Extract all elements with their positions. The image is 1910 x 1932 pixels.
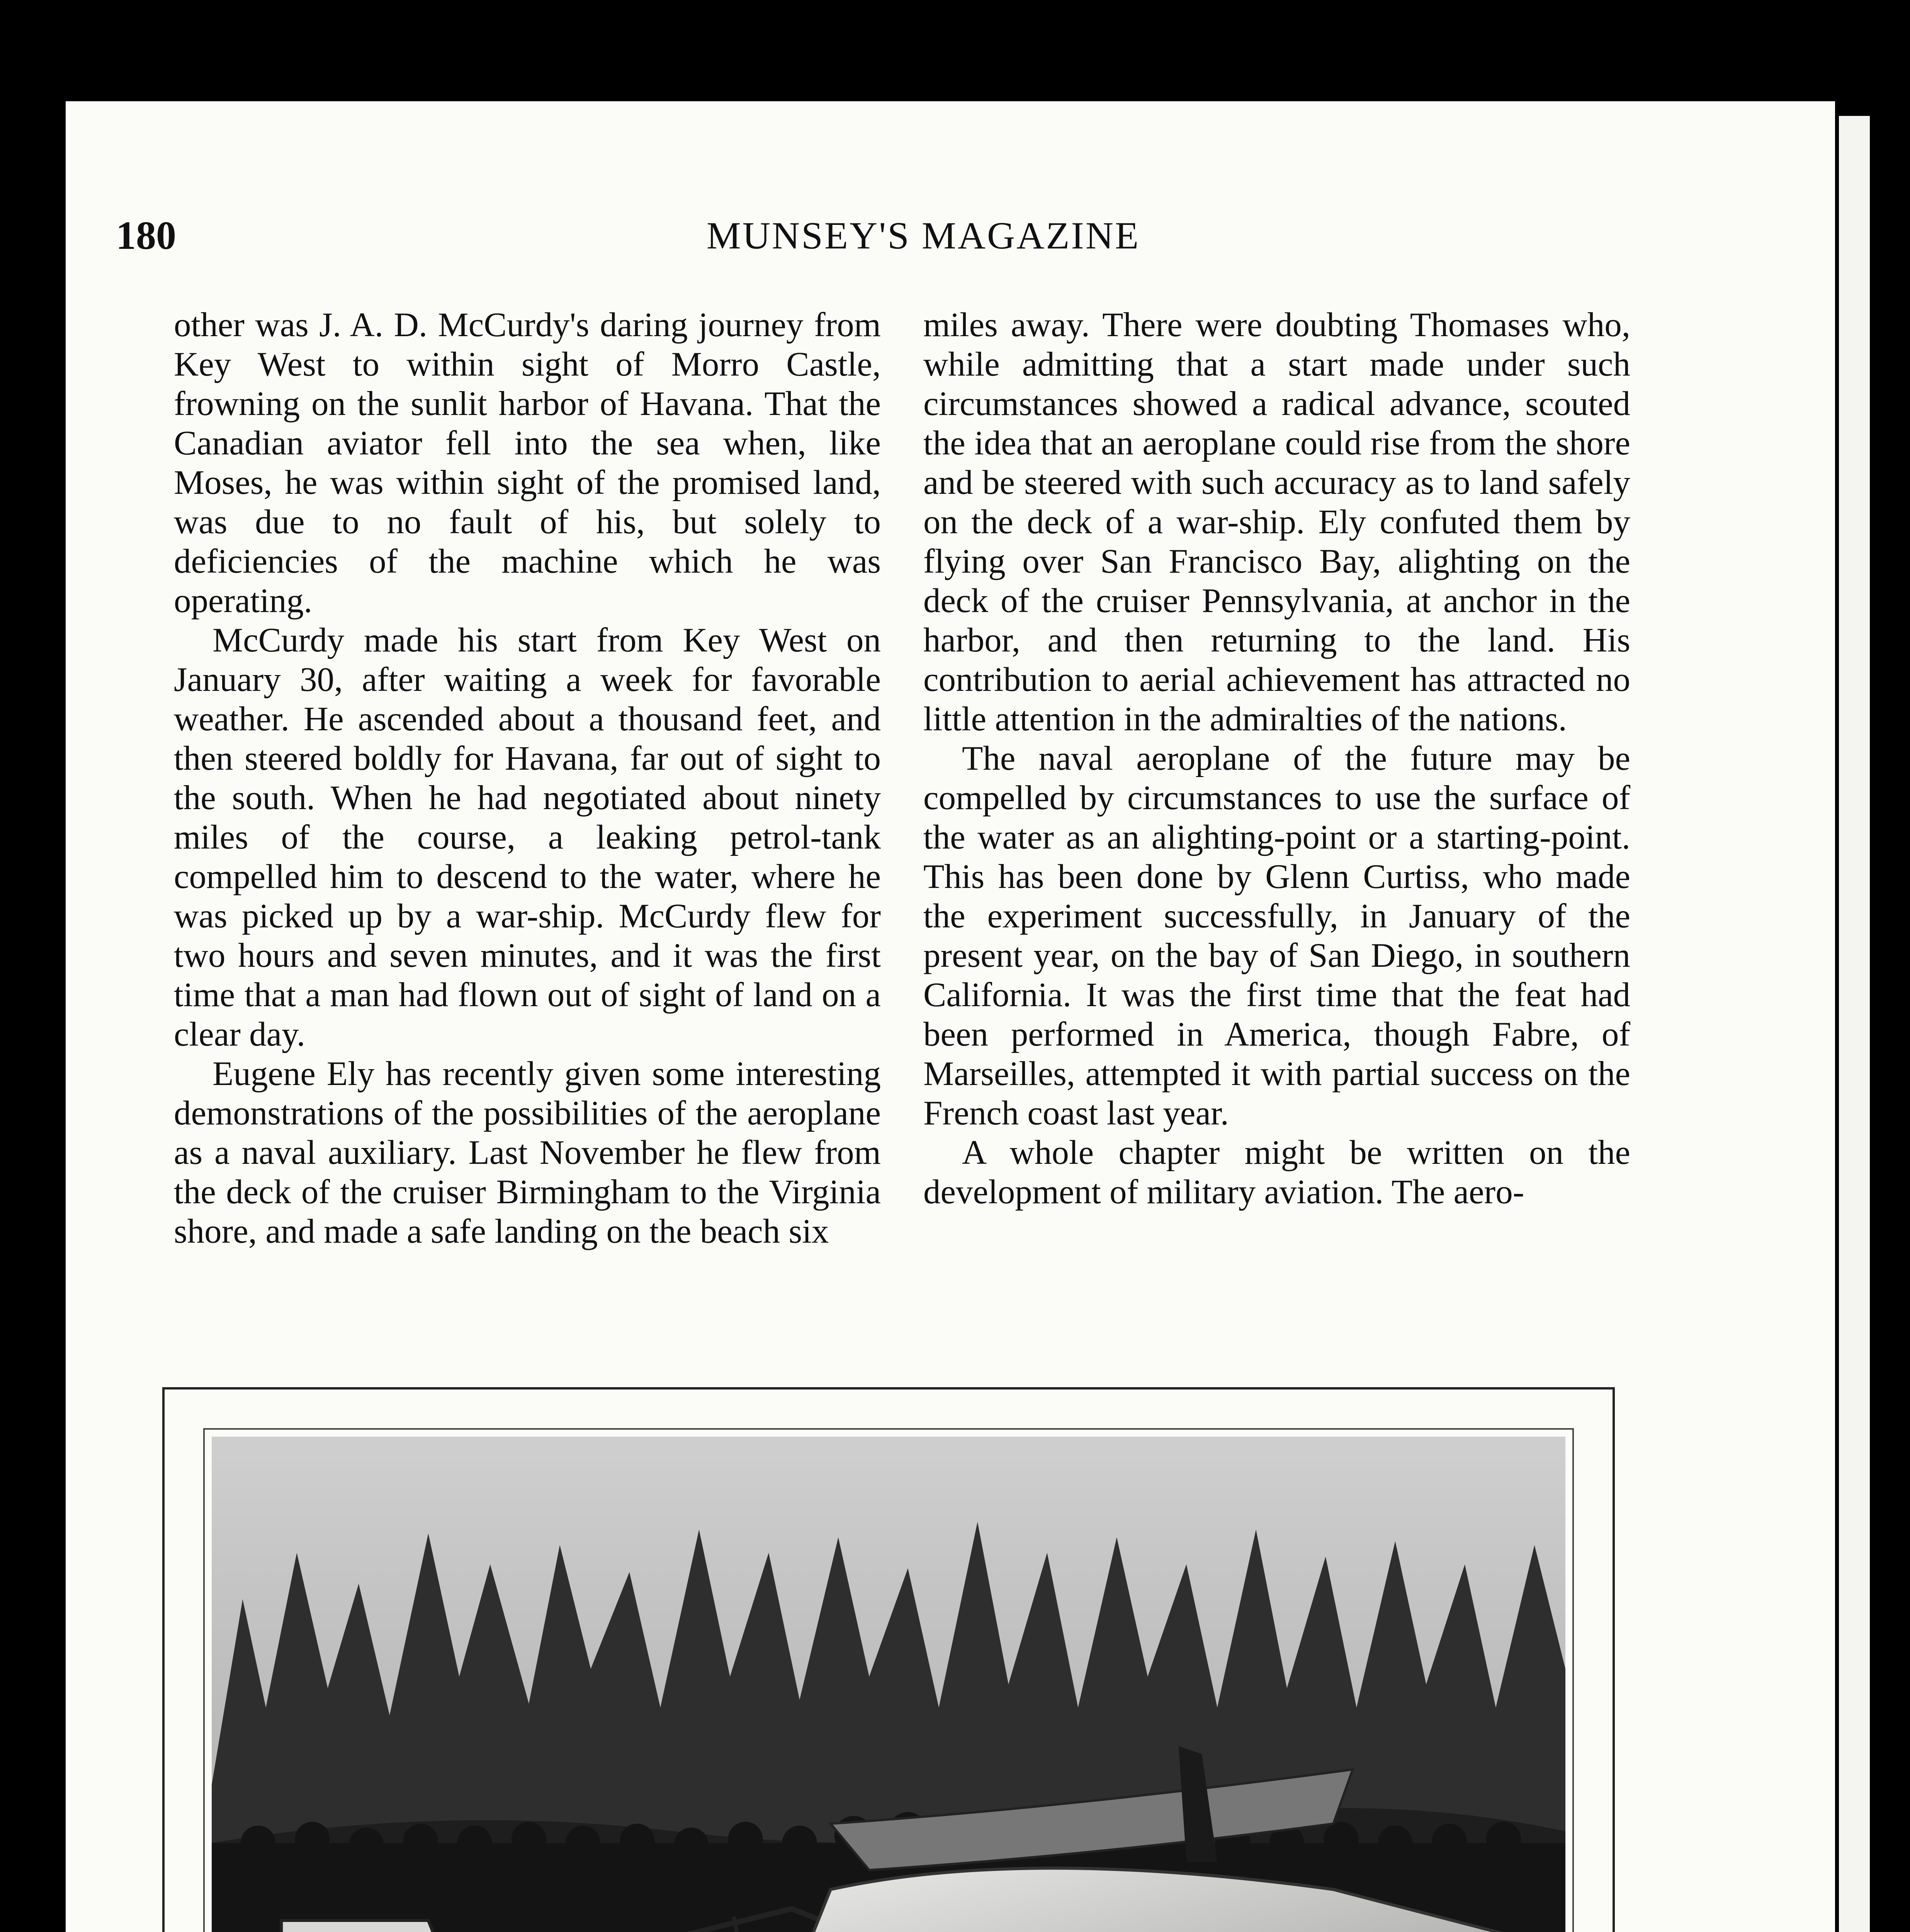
paragraph: other was J. A. D. McCurdy's daring journey from Key West to within sight of Morro Castle, frowning on the sunlit harbor of Havana. That the Canadian aviator fell into the sea when, like Moses, he was within sight of the promised land, was due to no fault of his, but solely to deficiencies of the machine which he was operating. bbox=[174, 306, 881, 620]
aeroplane-wreck-photo bbox=[212, 1437, 1565, 1932]
paragraph: A whole chapter might be written on the development of military aviation. The aero- bbox=[923, 1134, 1630, 1211]
adjacent-page-edge bbox=[1839, 116, 1870, 1932]
page-header bbox=[116, 211, 1731, 261]
paragraph: The naval aeroplane of the future may be compelled by circumstances to use the surface of the water as an alighting-point or a starting-point. This has been done by Glenn Curtiss, who made the experiment successfully, in January of the present year, on the bay of San Diego, in southern California. It was the first time that the feat had been performed in America, though Fabre, of Marseilles, attempted it with partial success on the French coast last year. bbox=[923, 740, 1630, 1132]
paragraph: miles away. There were doubting Thomases who, while admitting that a start made under such circumstances showed a radical advance, scouted the idea that an aeroplane could rise from the shore and be steered with such accuracy as to land safely on the deck of a war-ship. Ely confuted them by flying over San Francisco Bay, alighting on the deck of the cruiser Pennsylvania, at anchor in the harbor, and then returning to the land. His contribution to aerial achievement has attracted no little attention in the admiralties of the nations. bbox=[923, 306, 1630, 738]
running-title: MUNSEY'S MAGAZINE bbox=[706, 214, 1140, 257]
paragraph: Eugene Ely has recently given some interesting demonstrations of the possibilities of the aeroplane as a naval auxiliary. Last November he flew from the deck of the cruiser Birmingham to the Virginia shore, and made a safe landing on the beach six bbox=[174, 1055, 881, 1250]
paragraph: McCurdy made his start from Key West on January 30, after waiting a week for favorable weather. He ascended about a thousand feet, and then steered boldly for Havana, far out of sight to the south. When he had negotiated about ninety miles of the course, a leaking petrol-tank compelled him to descend to the water, where he was picked up by a war-ship. McCurdy flew for two hours and seven minutes, and it was the first time that a man had flown out of sight of land on a clear day. bbox=[174, 621, 881, 1053]
right-column bbox=[923, 305, 1630, 1212]
photo-border bbox=[203, 1428, 1574, 1932]
page-number: 180 bbox=[116, 213, 176, 258]
photo-frame bbox=[162, 1387, 1615, 1932]
left-column bbox=[174, 305, 881, 1251]
